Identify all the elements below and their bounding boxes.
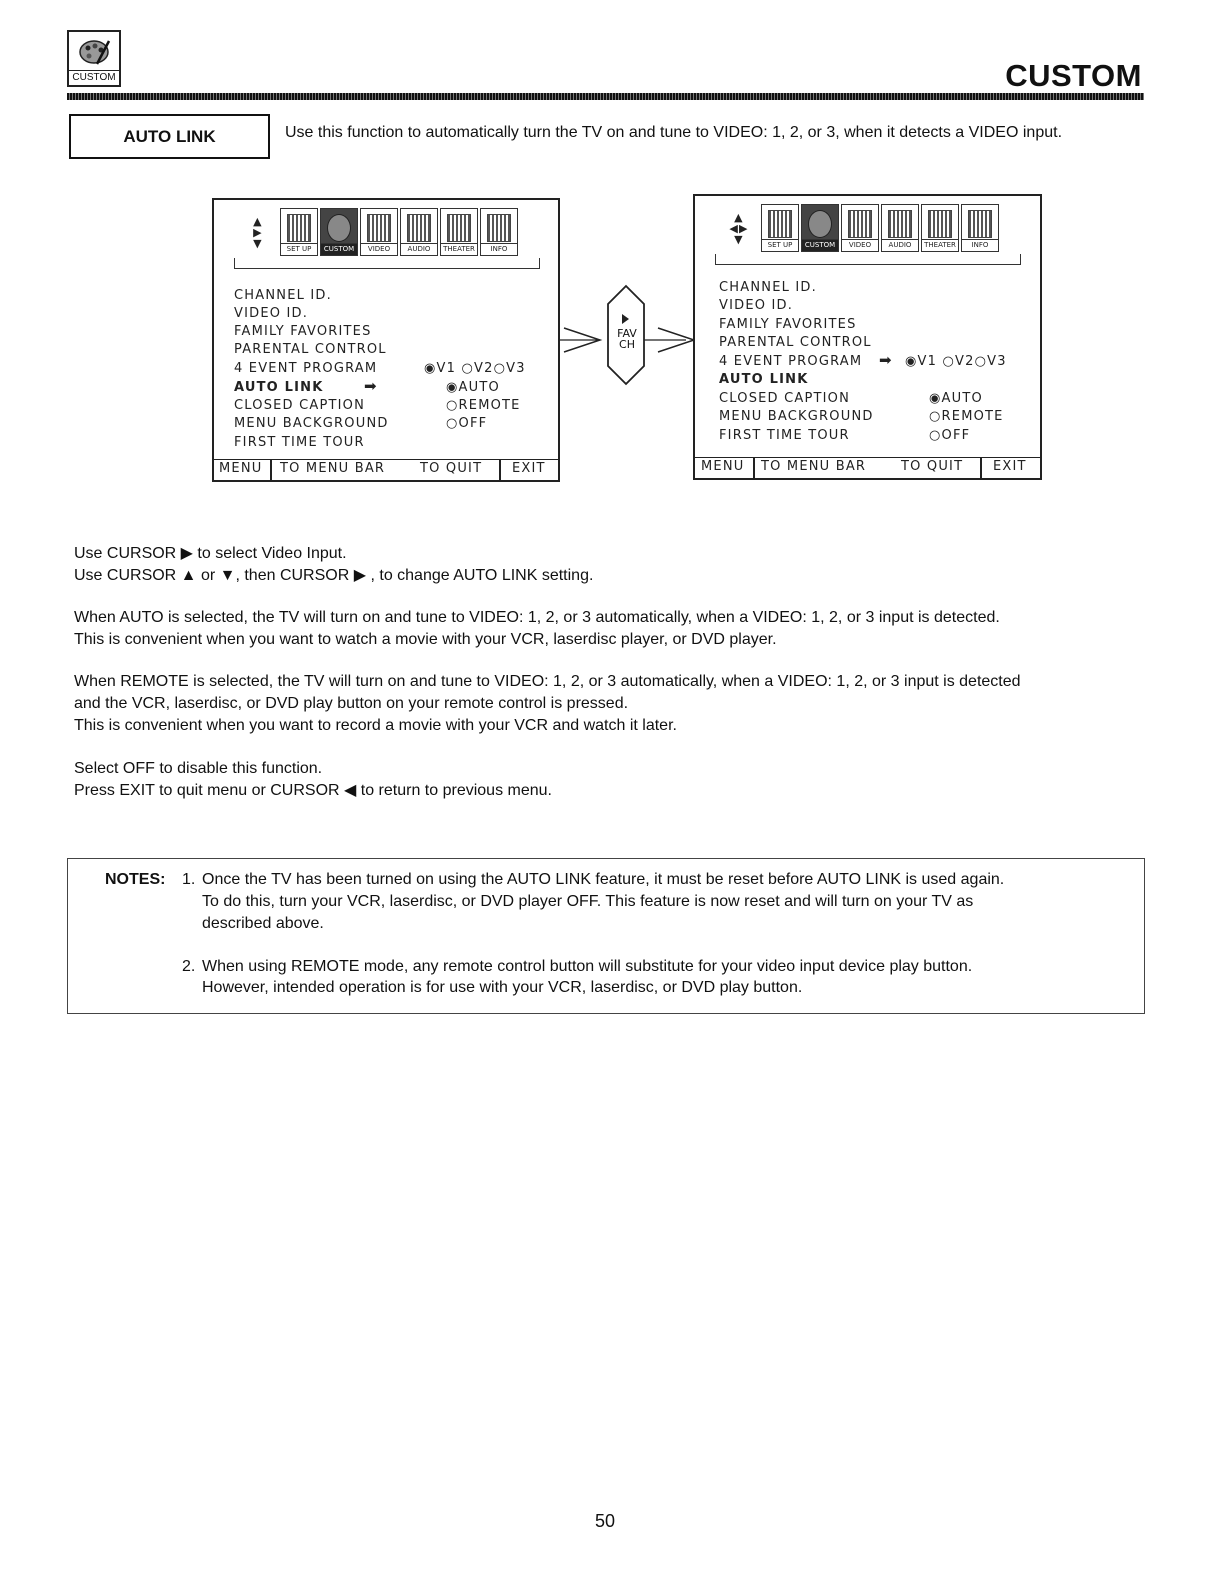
page-number: 50 xyxy=(594,1511,616,1531)
menu-item: FIRST TIME TOUR xyxy=(719,428,850,443)
menu-item: FIRST TIME TOUR xyxy=(234,435,365,450)
menu-item-auto-link: AUTO LINK xyxy=(719,372,809,387)
menu-bottom-bar: MENU TO MENU BAR TO QUIT EXIT xyxy=(214,459,558,480)
custom-icon xyxy=(67,30,121,87)
right-menu-screen xyxy=(693,194,1042,480)
menu-item: 4 EVENT PROGRAM xyxy=(234,361,378,376)
note-text: When using REMOTE mode, any remote control button will substitute for your video input device play button. xyxy=(202,958,973,975)
off-description: Select OFF to disable this function. xyxy=(74,760,323,777)
menu-bottom-bar: MENU TO MENU BAR TO QUIT EXIT xyxy=(695,457,1040,478)
notes-label: NOTES: xyxy=(105,871,166,888)
note-number: 2. xyxy=(182,958,196,975)
fav-ch-button: FAV CH xyxy=(617,327,637,351)
tab-video: VIDEO xyxy=(360,208,398,256)
remote-description: When REMOTE is selected, the TV will turn on and tune to VIDEO: 1, 2, or 3 automatically, when a VIDEO: 1, 2, or 3 input is detected xyxy=(74,673,1021,690)
menu-item: FAMILY FAVORITES xyxy=(719,317,857,332)
tab-theater: THEATER xyxy=(921,204,959,252)
page-title: CUSTOM xyxy=(1005,58,1142,93)
event-options: ◉V1 ○V2○V3 xyxy=(905,354,1007,369)
tab-audio: AUDIO xyxy=(400,208,438,256)
note-text: Once the TV has been turned on using the AUTO LINK feature, it must be reset before AUTO LINK is used again. xyxy=(202,871,1005,888)
note-text: However, intended operation is for use with your VCR, laserdisc, or DVD play button. xyxy=(202,979,803,996)
menu-item: MENU BACKGROUND xyxy=(234,416,389,431)
tab-setup: SET UP xyxy=(761,204,799,252)
option-auto: ◉AUTO xyxy=(446,380,500,395)
auto-description: This is convenient when you want to watch a movie with your VCR, laserdisc player, or DVD player. xyxy=(74,631,777,648)
menu-icon-bar xyxy=(234,204,540,270)
option-auto: ◉AUTO xyxy=(929,391,983,406)
tab-setup: SET UP xyxy=(280,208,318,256)
note-number: 1. xyxy=(182,871,196,888)
menu-item: FAMILY FAVORITES xyxy=(234,324,372,339)
tab-info: INFO xyxy=(961,204,999,252)
menu-item: PARENTAL CONTROL xyxy=(719,335,872,350)
notes-box xyxy=(67,858,1145,1014)
note-text: described above. xyxy=(202,915,324,932)
tab-custom: CUSTOM xyxy=(801,204,839,252)
remote-description: This is convenient when you want to record a movie with your VCR and watch it later. xyxy=(74,717,677,734)
menu-item: PARENTAL CONTROL xyxy=(234,342,387,357)
selection-arrow-icon: ➡ xyxy=(879,351,893,369)
tab-custom: CUSTOM xyxy=(320,208,358,256)
exit-description: Press EXIT to quit menu or CURSOR ◀ to return to previous menu. xyxy=(74,782,552,799)
custom-icon-label: CUSTOM xyxy=(69,70,119,84)
instruction-line: Use CURSOR ▶ to select Video Input. xyxy=(74,545,347,562)
menu-item-auto-link: AUTO LINK xyxy=(234,380,324,395)
menu-item: VIDEO ID. xyxy=(719,298,794,313)
remote-description: and the VCR, laserdisc, or DVD play button on your remote control is pressed. xyxy=(74,695,629,712)
section-label-box: AUTO LINK xyxy=(69,114,270,159)
header-rule xyxy=(67,93,1144,100)
palette-icon xyxy=(77,37,111,67)
option-remote: ○REMOTE xyxy=(446,398,521,413)
section-intro: Use this function to automatically turn the TV on and tune to VIDEO: 1, 2, or 3, when it detects a VIDEO input. xyxy=(285,124,1063,141)
menu-item: CHANNEL ID. xyxy=(234,288,332,303)
menu-item: CLOSED CAPTION xyxy=(234,398,366,413)
tab-audio: AUDIO xyxy=(881,204,919,252)
event-options: ◉V1 ○V2○V3 xyxy=(424,361,526,376)
option-off: ○OFF xyxy=(929,428,971,443)
menu-item: CHANNEL ID. xyxy=(719,280,817,295)
menu-item: CLOSED CAPTION xyxy=(719,391,851,406)
note-text: To do this, turn your VCR, laserdisc, or DVD player OFF. This feature is now reset and will turn on your TV as xyxy=(202,893,974,910)
tab-video: VIDEO xyxy=(841,204,879,252)
cursor-arrows-icon: ▲ ▶ ▼ xyxy=(253,215,263,250)
tab-info: INFO xyxy=(480,208,518,256)
menu-item: 4 EVENT PROGRAM xyxy=(719,354,863,369)
menu-icon-bar xyxy=(715,200,1021,266)
left-menu-screen xyxy=(212,198,560,482)
cursor-arrows-icon: ▲ ◀▶ ▼ xyxy=(729,211,749,246)
selection-arrow-icon: ➡ xyxy=(364,377,378,395)
menu-item: MENU BACKGROUND xyxy=(719,409,874,424)
menu-item: VIDEO ID. xyxy=(234,306,309,321)
tab-theater: THEATER xyxy=(440,208,478,256)
option-off: ○OFF xyxy=(446,416,488,431)
instruction-line: Use CURSOR ▲ or ▼, then CURSOR ▶ , to change AUTO LINK setting. xyxy=(74,567,594,584)
auto-description: When AUTO is selected, the TV will turn on and tune to VIDEO: 1, 2, or 3 automatically, when a VIDEO: 1, 2, or 3 input is detected. xyxy=(74,609,1000,626)
option-remote: ○REMOTE xyxy=(929,409,1004,424)
